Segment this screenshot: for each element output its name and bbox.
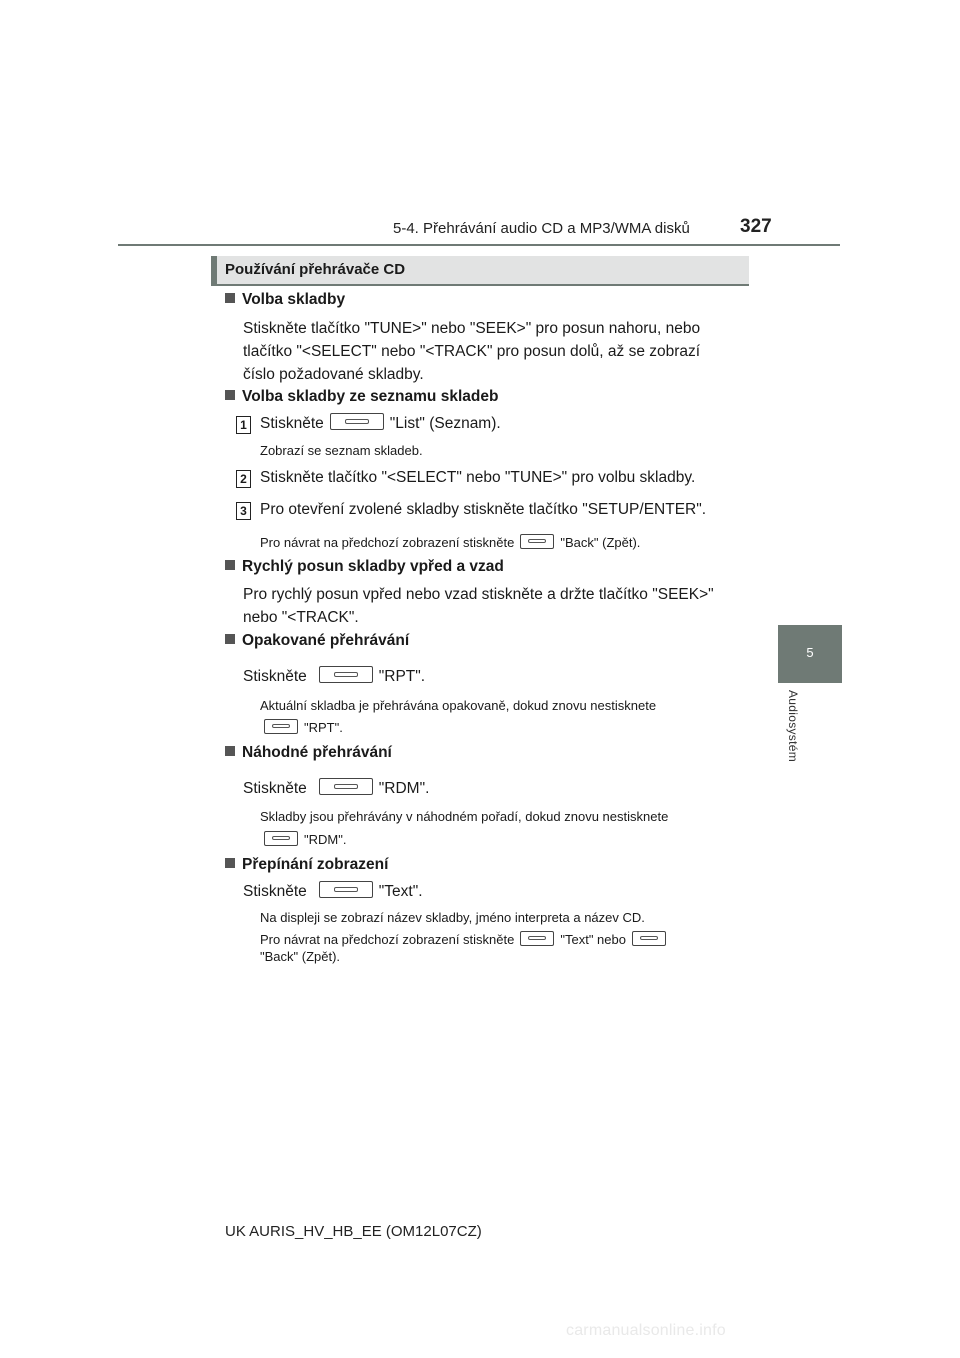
step-number-2: 2	[236, 470, 251, 488]
step-1-text: Stiskněte "List" (Seznam).	[260, 415, 501, 432]
heading-random: Náhodné přehrávání	[225, 744, 392, 762]
heading-fast-forward: Rychlý posun skladby vpřed a vzad	[225, 558, 504, 576]
step-1-note: Zobrazí se seznam skladeb.	[260, 443, 423, 458]
step-2-text: Stiskněte tlačítko "<SELECT" nebo "TUNE>" pro volbu skladby.	[260, 469, 696, 486]
text-line: nebo "<TRACK".	[243, 609, 359, 626]
header-divider	[118, 244, 840, 246]
random-instruction: Stiskněte "RDM".	[243, 780, 430, 797]
display-instruction: Stiskněte "Text".	[243, 883, 423, 900]
repeat-instruction: Stiskněte "RPT".	[243, 668, 426, 685]
step-3-text: Pro otevření zvolené skladby stiskněte tlačítko "SETUP/ENTER".	[260, 501, 707, 518]
text-button-icon	[319, 881, 373, 898]
text-line: Pro rychlý posun vpřed nebo vzad stiskněte a držte tlačítko "SEEK>"	[243, 586, 714, 603]
text-line: číslo požadované skladby.	[243, 366, 424, 383]
section-title: Používání přehrávače CD	[225, 261, 406, 278]
bullet-square-icon	[225, 858, 235, 868]
heading-select-track: Volba skladby	[225, 291, 345, 309]
heading-display: Přepínání zobrazení	[225, 856, 388, 874]
heading-repeat: Opakované přehrávání	[225, 632, 409, 650]
repeat-note: Aktuální skladba je přehrávána opakovaně, dokud znovu nestisknete	[260, 698, 657, 713]
chapter-tab-label: Audiosystém	[786, 690, 800, 762]
text-line: tlačítko "<SELECT" nebo "<TRACK" pro posun dolů, až se zobrazí	[243, 343, 701, 360]
bullet-square-icon	[225, 634, 235, 644]
back-button-icon	[520, 534, 554, 549]
text-button-icon	[520, 931, 554, 946]
rdm-button-icon	[264, 831, 298, 846]
random-note: Skladby jsou přehrávány v náhodném pořadí, dokud znovu nestisknete	[260, 809, 669, 824]
text-line: Stiskněte tlačítko "TUNE>" nebo "SEEK>" pro posun nahoru, nebo	[243, 320, 701, 337]
repeat-note-end: "RPT".	[264, 718, 343, 737]
random-note-end: "RDM".	[264, 830, 346, 849]
bullet-square-icon	[225, 293, 235, 303]
display-note-2: Pro návrat na předchozí zobrazení stiskněte "Text" nebo	[260, 930, 672, 949]
bullet-square-icon	[225, 390, 235, 400]
select-track-text	[243, 317, 753, 386]
page-number: 327	[740, 216, 772, 237]
bullet-square-icon	[225, 746, 235, 756]
bullet-square-icon	[225, 560, 235, 570]
fast-forward-text	[243, 583, 758, 629]
step-number-3: 3	[236, 502, 251, 520]
screen-button-icon	[330, 413, 384, 430]
rpt-button-icon	[264, 719, 298, 734]
step-3-note: Pro návrat na předchozí zobrazení stiskněte "Back" (Zpět).	[260, 535, 641, 550]
section-title-accent	[211, 256, 217, 286]
rpt-button-icon	[319, 666, 373, 683]
display-note-1: Na displeji se zobrazí název skladby, jméno interpreta a název CD.	[260, 910, 645, 925]
display-note-2-end: "Back" (Zpět).	[260, 949, 341, 964]
back-button-icon	[632, 931, 666, 946]
chapter-tab-number: 5	[806, 645, 814, 660]
footer-model-code: UK AURIS_HV_HB_EE (OM12L07CZ)	[225, 1223, 482, 1240]
watermark: carmanualsonline.info	[566, 1322, 726, 1339]
heading-select-from-list: Volba skladby ze seznamu skladeb	[225, 388, 498, 406]
step-number-1: 1	[236, 416, 251, 434]
chapter-header: 5-4. Přehrávání audio CD a MP3/WMA disků	[393, 220, 690, 237]
rdm-button-icon	[319, 778, 373, 795]
